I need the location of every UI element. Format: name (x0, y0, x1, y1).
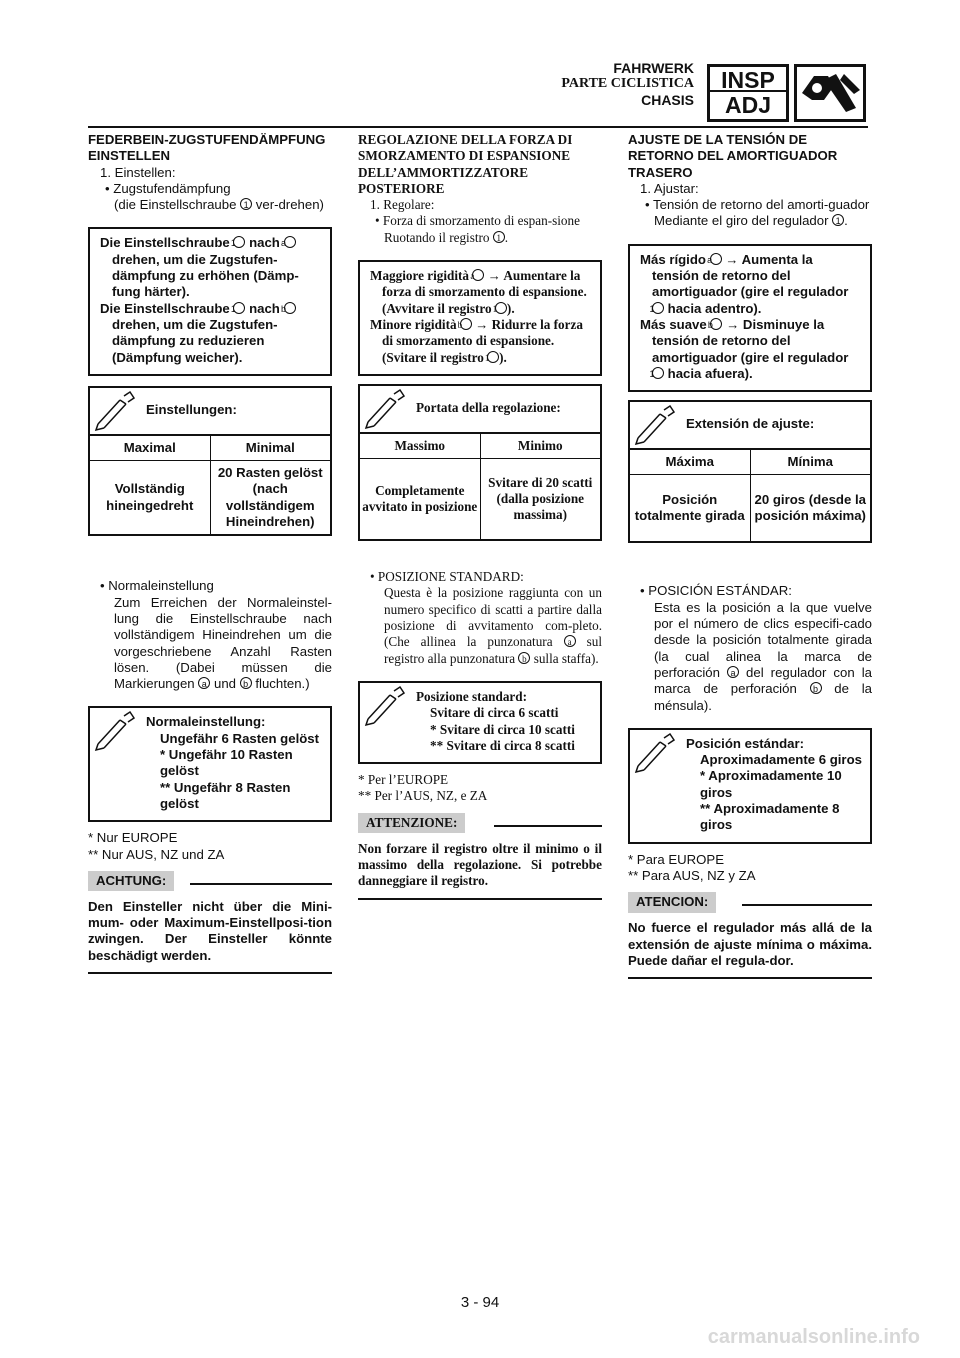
caution-tag: ACHTUNG: (88, 871, 174, 891)
caution-rule (88, 972, 332, 974)
page-number: 3 - 94 (460, 1294, 500, 1311)
caution-heading (358, 813, 602, 835)
marker-a: a (710, 253, 722, 265)
std-box-title: Normaleinstellung: (146, 714, 266, 730)
marker-1: 1 (493, 231, 505, 243)
bullet-item: • Forza di smorzamento di espan-sione (375, 213, 580, 229)
note-2: ** Para AUS, NZ y ZA (628, 867, 756, 883)
spec-label: Einstellungen: (146, 401, 237, 417)
badge-insp: INSP (721, 67, 775, 93)
section-header (561, 60, 694, 108)
adjust-direction-box: Maggiore rigidità a → Aumentare la forza di smorzamento di espansione. (Avvitare il registro 1 ). Minore rigidità b → Ridurre la forza di smorzamento di espansione. (Svitare il registro 1 ). (358, 260, 602, 376)
caution-text: Den Einsteller nicht über die Mini-mum- oder Maximum-Einstellposi-tion zwingen. Der Einsteller könnte beschädigt werden. (88, 898, 332, 963)
spec-pencil-icon (360, 386, 412, 432)
marker-b: b (240, 677, 252, 689)
std-setting-box: Normaleinstellung: Ungefähr 6 Rasten gelöst * Ungefähr 10 Rasten gelöst ** Ungefähr 8 Rasten gelöst (88, 706, 332, 822)
std-box-title: Posición estándar: (686, 735, 804, 751)
bullet-item: • Tensión de retorno del amorti-guador (645, 197, 870, 213)
caution-heading (88, 871, 332, 893)
std-text: Esta es la posición a la que vuelve por el número de clics especifi-cado desde la posición totalmente girada (la cual alinea la marca de perforación a del regulador con la marca de perforación b de la ménsula). (654, 599, 872, 713)
spec-value-min: 20 giros (desde la posición máxima) (750, 475, 870, 542)
column-german (88, 132, 332, 974)
spec-label: Extensión de ajuste: (686, 416, 815, 432)
adjust-direction-box: Más rígido a → Aumenta la tensión de retorno del amortiguador (gire el regulador 1 hacia adentro). Más suave b → Disminuye la tensión de retorno del amortiguador (gire el regulador 1 hacia afuera). (628, 244, 872, 392)
std-bullet: • POSIZIONE STANDARD: (370, 569, 524, 585)
spec-value-max: Posición totalmente girada (630, 475, 750, 542)
spec-pencil-icon (90, 388, 142, 434)
spec-value-min: Svitare di 20 scatti (dalla posizione massima) (480, 459, 600, 540)
insp-adj-badge (707, 64, 789, 122)
std-setting-box: Posición estándar: Aproximadamente 6 giros * Aproximadamente 10 giros ** Aproximadamente 8 giros (628, 728, 872, 844)
marker-1: 1 (233, 302, 245, 314)
note-2: ** Per l’AUS, NZ, e ZA (358, 788, 488, 804)
spec-header-max: Massimo (360, 433, 480, 458)
header-title-es: CHASIS (641, 92, 694, 108)
marker-b: b (460, 318, 472, 330)
std-setting-box: Posizione standard: Svitare di circa 6 scatti * Svitare di circa 10 scatti ** Svitare di circa 8 scatti (358, 681, 602, 764)
marker-1: 1 (832, 214, 844, 226)
note-1: * Per l’EUROPE (358, 772, 449, 788)
bullet-text: (die Einstellschraube 1 ver-drehen) (114, 197, 324, 213)
spec-header-max: Máxima (630, 450, 750, 475)
spec-header-max: Maximal (90, 435, 210, 460)
std-bullet: • Normaleinstellung (100, 578, 214, 594)
step-1: 1. Regolare: (370, 197, 435, 213)
bullet-text: Ruotando il registro 1 . (384, 229, 509, 245)
note-2: ** Nur AUS, NZ und ZA (88, 846, 225, 862)
caution-text: No fuerce el regulador más allá de la extensión de ajuste mínima o máxima. Puede dañar el regula-dor. (628, 920, 872, 968)
header-title-de: FAHRWERK (613, 60, 694, 76)
column-spanish (628, 132, 872, 979)
marker-a: a (727, 666, 739, 678)
spec-value-max: Completamente avvitato in posizione (360, 459, 480, 540)
caution-tag: ATTENZIONE: (358, 813, 465, 833)
caution-text: Non forzare il registro oltre il minimo o il massimo della regolazione. Si potrebbe danneggiare il registro. (358, 840, 602, 889)
spec-header-min: Minimal (210, 435, 330, 460)
step-1: 1. Einstellen: (100, 164, 176, 180)
column-italian (358, 132, 602, 900)
spec-header-min: Minimo (480, 433, 600, 458)
marker-a: a (198, 677, 210, 689)
marker-1: 1 (652, 367, 664, 379)
marker-a: a (564, 635, 576, 647)
bullet-item: • Zugstufendämpfung (105, 180, 231, 196)
note-1: * Nur EUROPE (88, 830, 178, 846)
spec-pencil-icon (630, 730, 682, 776)
marker-b: b (810, 682, 822, 694)
header-rule (88, 126, 868, 128)
spec-table (358, 384, 602, 541)
std-text: Zum Erreichen der Normaleinstel-lung die Einstellschraube nach vollständigem Hineindrehen um die vorgeschriebene Anzahl Rasten lösen. (Dabei müssen die Markierungen a und b fluchten.) (114, 594, 332, 692)
std-text: Questa è la posizione raggiunta con un numero specifico di scatti a partire dalla posizione di avvitamento com-pleto. (Che allinea la punzonatura a sul registro alla punzonatura b sulla staffa). (384, 585, 603, 666)
spec-table (628, 400, 872, 543)
note-1: * Para EUROPE (628, 851, 725, 867)
marker-b: b (284, 302, 296, 314)
caution-heading (628, 892, 872, 914)
bullet-text: Mediante el giro del regulador 1 . (654, 213, 848, 229)
marker-b: b (710, 318, 722, 330)
caution-tag: ATENCION: (628, 892, 716, 912)
spec-label: Portata della regolazione: (416, 399, 561, 415)
badge-adj: ADJ (710, 90, 786, 119)
marker-a: a (284, 236, 296, 248)
marker-a: a (472, 269, 484, 281)
marker-1: 1 (652, 302, 664, 314)
marker-1: 1 (233, 236, 245, 248)
adjust-direction-box: Die Einstellschraube 1 nach a drehen, um die Zugstufen-dämpfung zu erhöhen (Dämp-fung härter). Die Einstellschraube 1 nach b drehen, um die Zugstufen-dämpfung zu reduzieren (Dämpfung weicher). (88, 227, 332, 375)
spec-pencil-icon (630, 402, 682, 448)
section-title: AJUSTE DE LA TENSIÓN DE RETORNO DEL AMORTIGUADOR TRASERO (628, 132, 838, 180)
caution-rule (628, 977, 872, 979)
section-title: REGOLAZIONE DELLA FORZA DI SMORZAMENTO DI ESPANSIONE DELL’AMMORTIZZATORE POSTERIORE (358, 132, 573, 196)
caution-rule (358, 898, 602, 900)
std-bullet: • POSICIÓN ESTÁNDAR: (640, 583, 792, 599)
spec-header-min: Mínima (750, 450, 870, 475)
section-title: FEDERBEIN-ZUGSTUFENDÄMPFUNG EINSTELLEN (88, 132, 326, 164)
marker-1: 1 (240, 198, 252, 210)
header-title-it: PARTE CICLISTICA (561, 76, 694, 91)
marker-1: 1 (495, 302, 507, 314)
watermark: carmanualsonline.info (707, 1326, 920, 1348)
std-box-title: Posizione standard: (416, 688, 527, 704)
spec-pencil-icon (360, 683, 412, 729)
spec-value-max: Vollständig hineingedreht (90, 461, 210, 535)
spec-pencil-icon (90, 708, 142, 754)
spec-value-min: 20 Rasten gelöst (nach vollständigem Hineindrehen) (210, 461, 330, 535)
marker-b: b (518, 652, 530, 664)
step-1: 1. Ajustar: (640, 180, 699, 196)
wrench-icon (794, 64, 866, 122)
marker-1: 1 (487, 351, 499, 363)
spec-table (88, 386, 332, 536)
